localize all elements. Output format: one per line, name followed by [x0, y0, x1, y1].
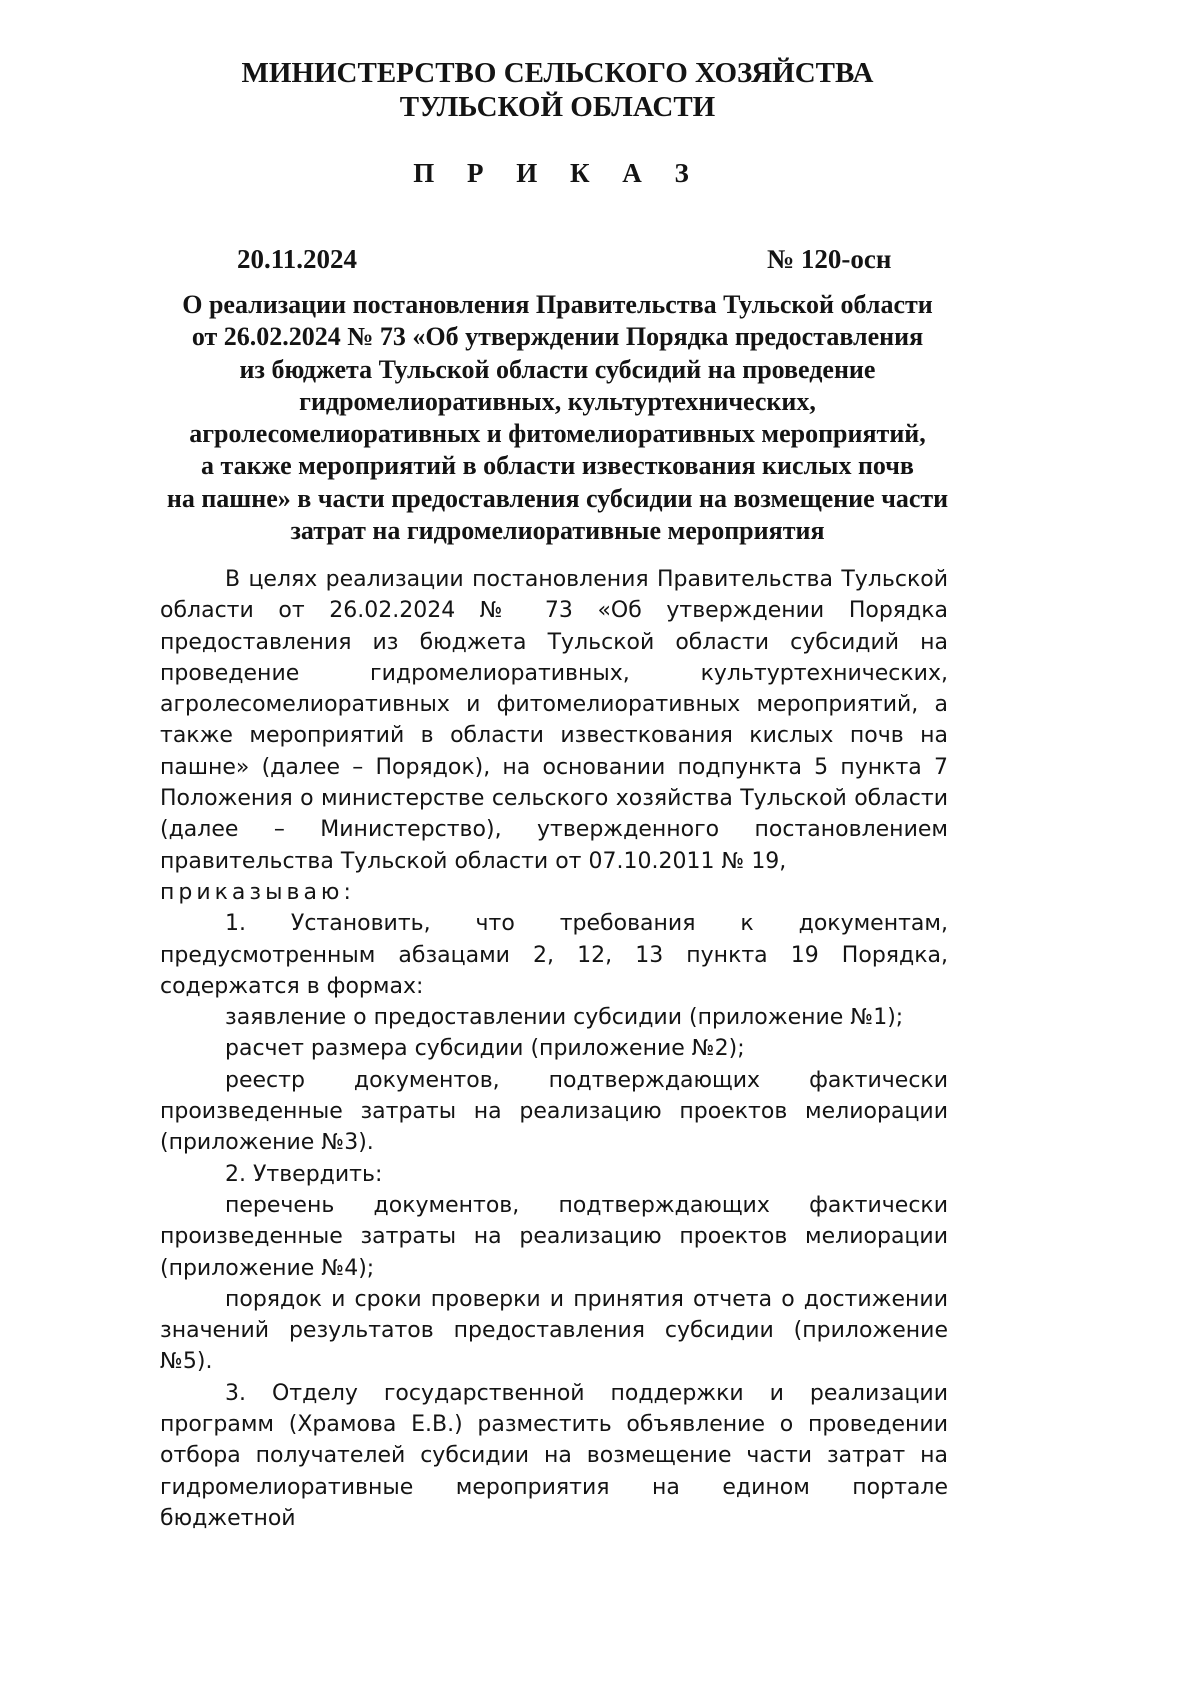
item-1-form-application: заявление о предоставлении субсидии (приложение №1); — [225, 1005, 904, 1031]
item-1-paragraph: 1. Установить, что требования к документам, предусмотренным абзацами 2, 12, 13 пункта 19 Порядка, содержатся в формах: — [160, 911, 948, 999]
subject-line: агролесомелиоративных и фитомелиоративных мероприятий, — [189, 419, 926, 449]
subject-line: затрат на гидромелиоративные мероприятия — [290, 516, 825, 546]
document-date: 20.11.2024 — [237, 244, 358, 274]
item-1-form-calculation: расчет размера субсидии (приложение №2); — [225, 1036, 745, 1062]
item-2-report-procedure: порядок и сроки проверки и принятия отчета о достижении значений результатов предоставления субсидии (приложение №5). — [160, 1286, 948, 1375]
ministry-header-line-1: МИНИСТЕРСТВО СЕЛЬСКОГО ХОЗЯЙСТВА — [241, 57, 874, 89]
document-type-title: П Р И К А З — [413, 158, 702, 188]
ministry-header-line-2: ТУЛЬСКОЙ ОБЛАСТИ — [399, 91, 716, 123]
ministry-header — [0, 56, 1115, 124]
subject-line: а также мероприятий в области известкования кислых почв — [201, 451, 914, 481]
subject-line: от 26.02.2024 № 73 «Об утверждении Порядка предоставления — [191, 322, 924, 352]
item-2-document-list: перечень документов, подтверждающих фактически произведенные затраты на реализацию проектов мелиорации (приложение №4); — [160, 1192, 948, 1281]
document-number: № 120-осн — [767, 244, 892, 274]
subject-line: О реализации постановления Правительства Тульской области — [182, 290, 933, 319]
order-body — [160, 564, 948, 1534]
subject-line: из бюджета Тульской области субсидий на проведение — [239, 354, 876, 384]
order-word: приказываю: — [160, 879, 355, 905]
item-1-form-registry: реестр документов, подтверждающих фактически произведенные затраты на реализацию проектов мелиорации (приложение №3). — [160, 1067, 948, 1156]
subject-line: на пашне» в части предоставления субсидии на возмещение части — [166, 483, 949, 513]
item-2-paragraph: 2. Утвердить: — [225, 1161, 383, 1187]
preamble-paragraph: В целях реализации постановления Правительства Тульской области от 26.02.2024 № 73 «Об утверждении Порядка предоставления из бюджета Тульской области субсидий на проведение гидромелиоративных, культуртехнических, агролесомелиоративных и фитомелиоративных мероприятий, а также мероприятий в области известкования кислых почв на пашне» (далее – Порядок), на основании подпункта 5 пункта 7 Положения о министерстве сельского хозяйства Тульской области (далее – Министерство), утвержденного постановлением правительства Тульской области от 07.10.2011 № 19, — [160, 567, 948, 874]
order-subject — [150, 289, 965, 547]
subject-line: гидромелиоративных, культуртехнических, — [299, 386, 816, 416]
item-3-paragraph: 3. Отделу государственной поддержки и реализации программ (Храмова Е.В.) разместить объявление о проведении отбора получателей субсидии на возмещение части затрат на гидромелиоративные мероприятия на едином портале бюджетной — [160, 1380, 948, 1531]
